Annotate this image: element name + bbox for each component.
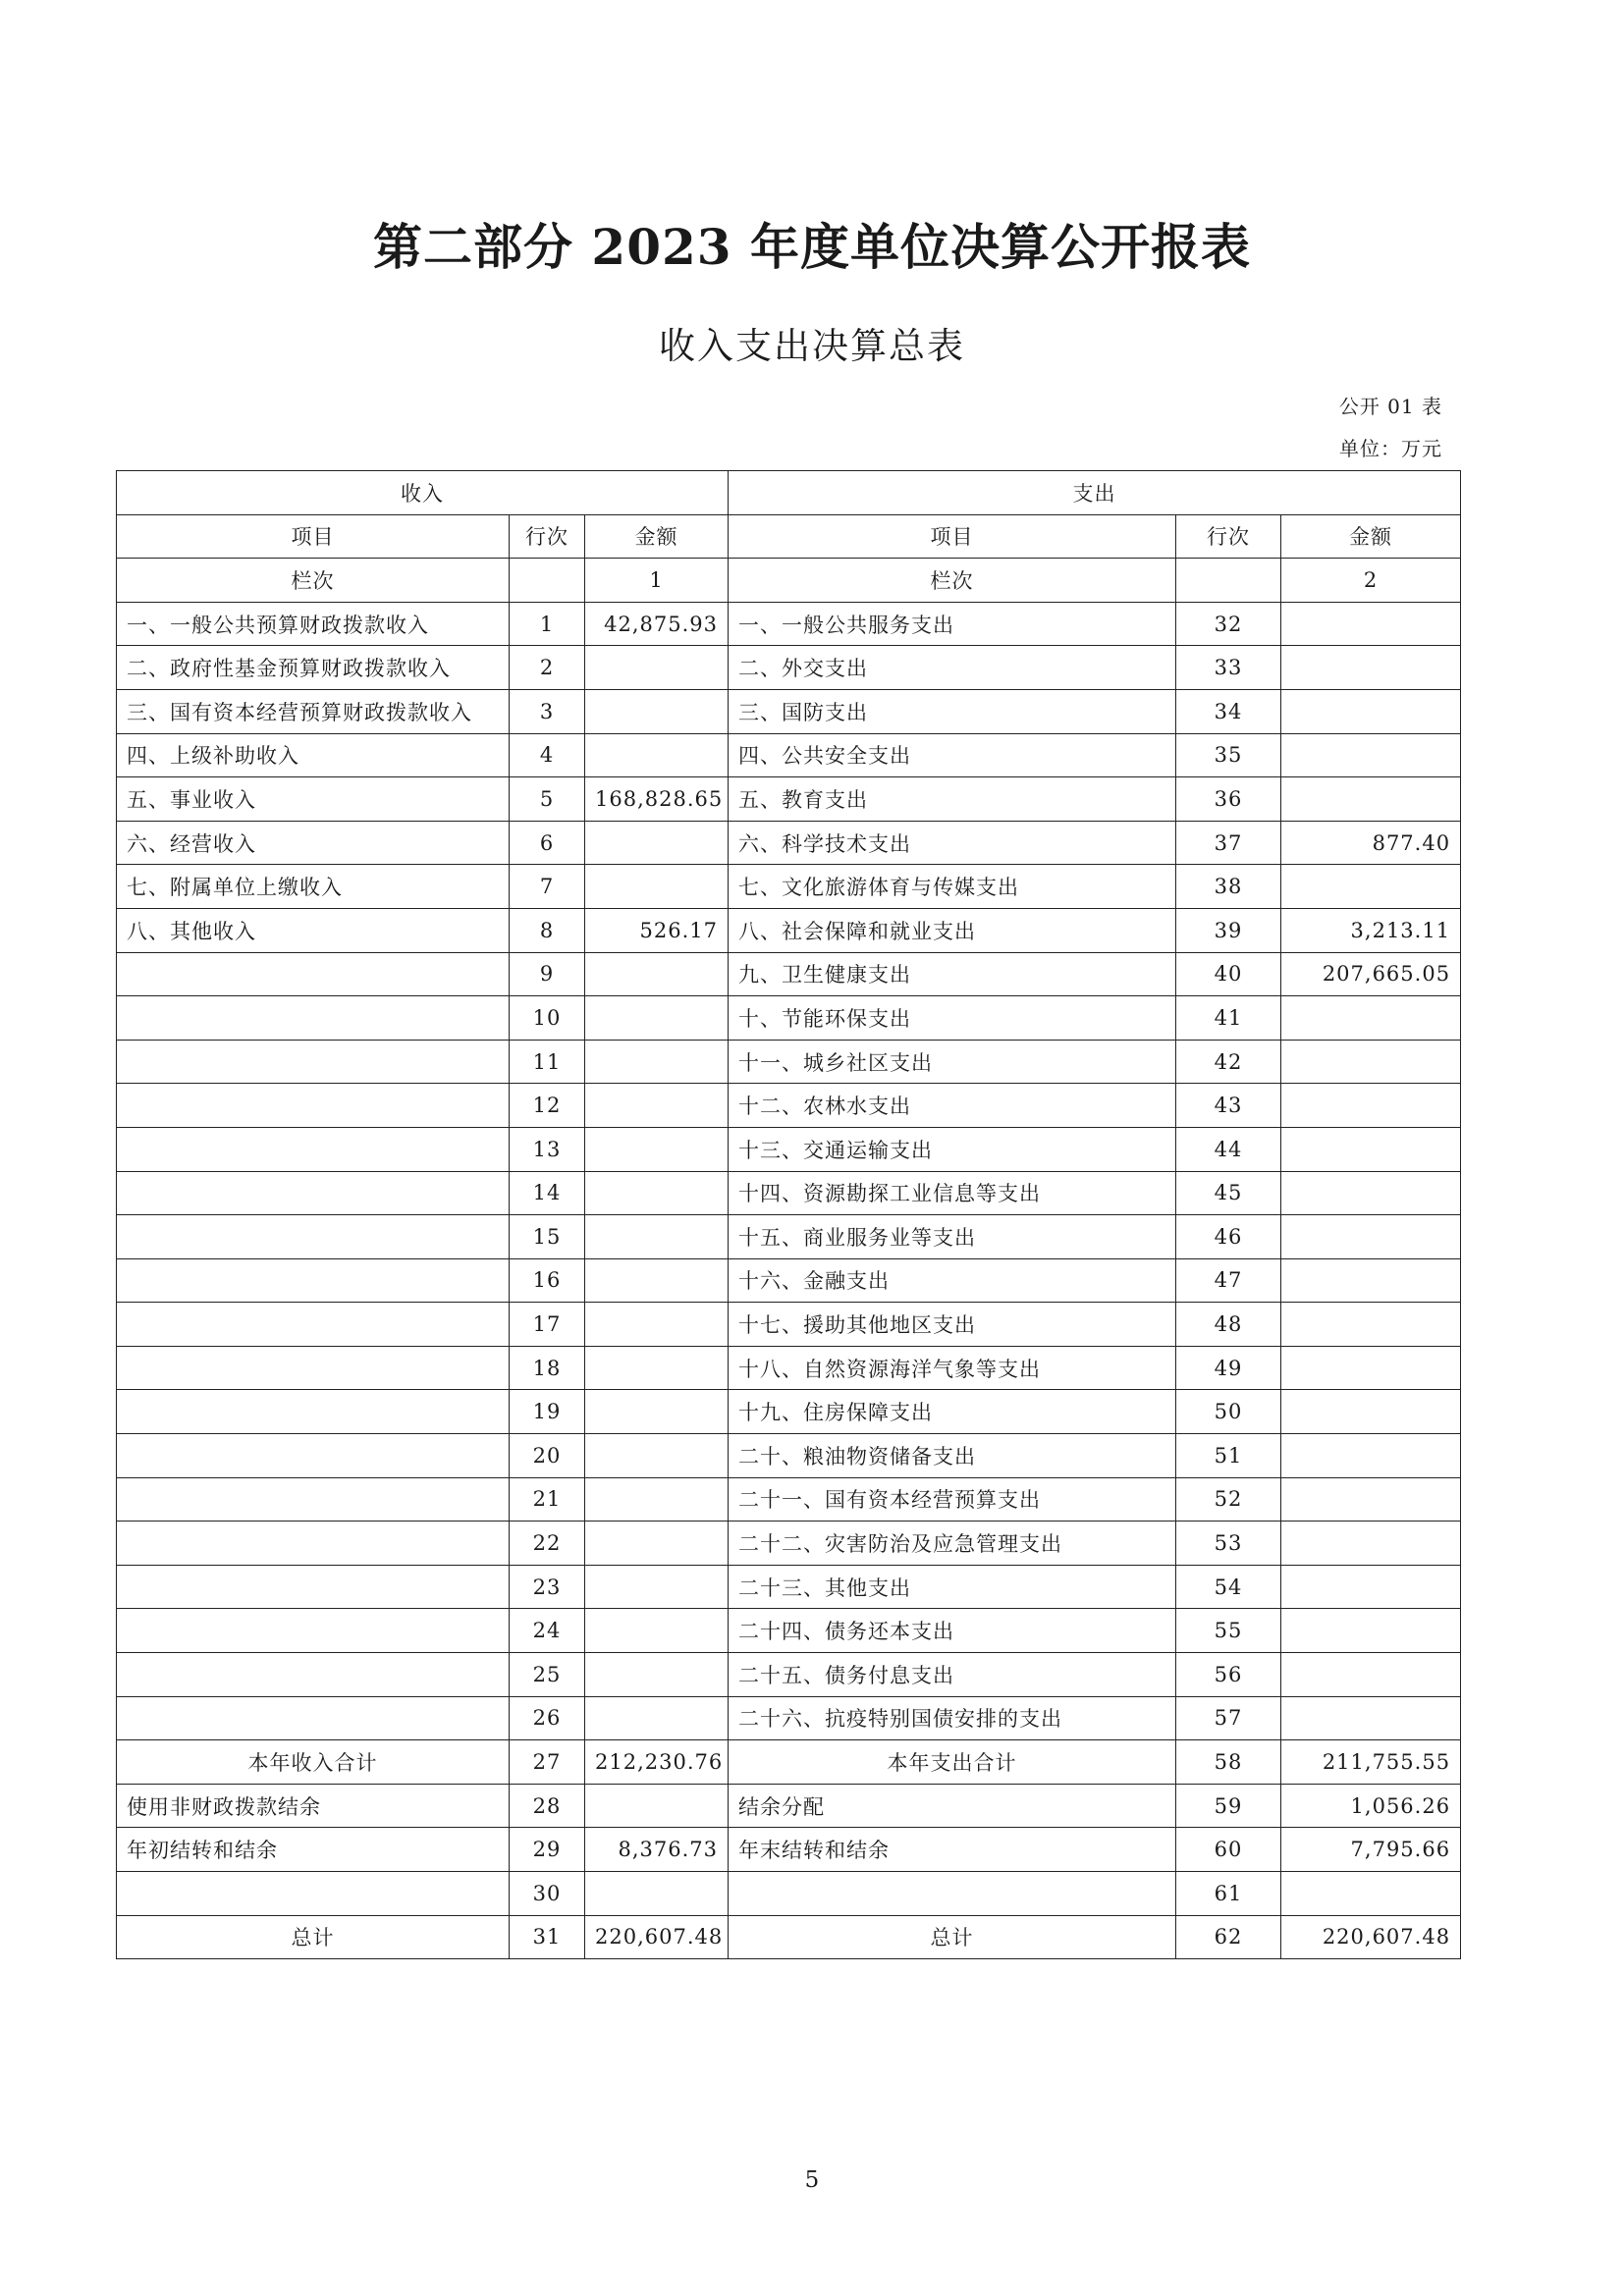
income-amount-cell [585, 1522, 729, 1566]
expense-amount-cell [1281, 1084, 1461, 1128]
expense-amount-cell [1281, 1477, 1461, 1522]
expense-line-header: 行次 [1176, 514, 1281, 559]
income-item-cell: 八、其他收入 [117, 908, 510, 952]
table-row [117, 952, 1461, 996]
expense-item-cell: 十四、资源勘探工业信息等支出 [729, 1171, 1176, 1215]
income-amount-cell [585, 1258, 729, 1303]
column-number-row [117, 559, 1461, 603]
expense-line-cell: 45 [1176, 1171, 1281, 1215]
income-line-cell: 8 [510, 908, 585, 952]
income-line-cell: 24 [510, 1609, 585, 1653]
table-row [117, 1215, 1461, 1259]
expense-line-cell: 43 [1176, 1084, 1281, 1128]
expense-amount-cell [1281, 1258, 1461, 1303]
expense-amount-cell [1281, 1303, 1461, 1347]
expense-line-cell: 61 [1176, 1872, 1281, 1916]
income-item-cell [117, 1477, 510, 1522]
expense-amount-cell [1281, 1434, 1461, 1478]
income-amount-cell: 220,607.48 [585, 1915, 729, 1959]
income-amount-cell: 212,230.76 [585, 1740, 729, 1785]
income-line-cell: 18 [510, 1346, 585, 1390]
income-section-header: 收入 [117, 471, 729, 515]
expense-amount-cell: 3,213.11 [1281, 908, 1461, 952]
income-amount-cell [585, 1696, 729, 1740]
income-item-header: 项目 [117, 514, 510, 559]
table-row [117, 602, 1461, 646]
expense-amount-cell [1281, 1653, 1461, 1697]
expense-line-cell: 48 [1176, 1303, 1281, 1347]
income-item-cell [117, 1346, 510, 1390]
expense-column-line-blank [1176, 559, 1281, 603]
column-header-row [117, 514, 1461, 559]
expense-amount-cell: 207,665.05 [1281, 952, 1461, 996]
expense-line-cell: 33 [1176, 646, 1281, 690]
expense-line-cell: 40 [1176, 952, 1281, 996]
expense-line-cell: 47 [1176, 1258, 1281, 1303]
income-line-cell: 21 [510, 1477, 585, 1522]
income-amount-cell [585, 1040, 729, 1084]
income-item-cell: 二、政府性基金预算财政拨款收入 [117, 646, 510, 690]
expense-line-cell: 37 [1176, 821, 1281, 865]
expense-amount-cell: 1,056.26 [1281, 1784, 1461, 1828]
expense-amount-cell [1281, 777, 1461, 822]
expense-item-cell: 结余分配 [729, 1784, 1176, 1828]
expense-item-cell: 五、教育支出 [729, 777, 1176, 822]
income-amount-cell [585, 821, 729, 865]
expense-item-cell: 十一、城乡社区支出 [729, 1040, 1176, 1084]
income-line-cell: 12 [510, 1084, 585, 1128]
expense-amount-cell [1281, 1872, 1461, 1916]
income-item-cell [117, 1084, 510, 1128]
page-title: 第二部分 2023 年度单位决算公开报表 [373, 218, 1251, 276]
income-amount-cell: 42,875.93 [585, 602, 729, 646]
table-row [117, 821, 1461, 865]
income-item-cell [117, 1872, 510, 1916]
income-amount-cell [585, 1303, 729, 1347]
expense-item-cell: 十九、住房保障支出 [729, 1390, 1176, 1434]
expense-line-cell: 58 [1176, 1740, 1281, 1785]
income-line-cell: 10 [510, 996, 585, 1041]
table-row [117, 1522, 1461, 1566]
expense-line-cell: 53 [1176, 1522, 1281, 1566]
income-item-cell: 年初结转和结余 [117, 1828, 510, 1872]
table-row [117, 1784, 1461, 1828]
expense-item-cell: 本年支出合计 [729, 1740, 1176, 1785]
income-item-cell [117, 1127, 510, 1171]
income-amount-header: 金额 [585, 514, 729, 559]
income-line-cell: 13 [510, 1127, 585, 1171]
expense-amount-cell [1281, 689, 1461, 733]
expense-item-cell: 十二、农林水支出 [729, 1084, 1176, 1128]
income-amount-cell [585, 1390, 729, 1434]
expense-line-cell: 59 [1176, 1784, 1281, 1828]
table-title: 收入支出决算总表 [659, 325, 965, 367]
income-line-cell: 5 [510, 777, 585, 822]
income-item-cell [117, 1303, 510, 1347]
income-amount-cell [585, 865, 729, 909]
income-item-cell: 七、附属单位上缴收入 [117, 865, 510, 909]
income-item-cell: 总计 [117, 1915, 510, 1959]
income-line-cell: 29 [510, 1828, 585, 1872]
income-line-cell: 31 [510, 1915, 585, 1959]
expense-line-cell: 36 [1176, 777, 1281, 822]
expense-amount-cell [1281, 1390, 1461, 1434]
income-amount-cell [585, 952, 729, 996]
table-row [117, 1084, 1461, 1128]
income-column-label: 栏次 [117, 559, 510, 603]
income-amount-cell [585, 1653, 729, 1697]
expense-column-label: 栏次 [729, 559, 1176, 603]
income-amount-cell [585, 1434, 729, 1478]
table-row [117, 1828, 1461, 1872]
table-row [117, 1258, 1461, 1303]
table-row [117, 1040, 1461, 1084]
table-row [117, 1171, 1461, 1215]
income-amount-cell [585, 1127, 729, 1171]
income-amount-cell: 526.17 [585, 908, 729, 952]
income-item-cell [117, 1696, 510, 1740]
expense-item-cell: 十七、援助其他地区支出 [729, 1303, 1176, 1347]
income-item-cell: 一、一般公共预算财政拨款收入 [117, 602, 510, 646]
expense-item-cell: 三、国防支出 [729, 689, 1176, 733]
expense-line-cell: 57 [1176, 1696, 1281, 1740]
expense-line-cell: 35 [1176, 733, 1281, 777]
table-row [117, 1390, 1461, 1434]
income-line-cell: 30 [510, 1872, 585, 1916]
income-line-cell: 15 [510, 1215, 585, 1259]
subtotal-row [117, 1740, 1461, 1785]
income-amount-cell [585, 1346, 729, 1390]
income-line-cell: 6 [510, 821, 585, 865]
expense-line-cell: 38 [1176, 865, 1281, 909]
income-item-cell [117, 1171, 510, 1215]
expense-line-cell: 39 [1176, 908, 1281, 952]
table-code: 公开 01 表 [1338, 395, 1442, 418]
expense-line-cell: 62 [1176, 1915, 1281, 1959]
expense-amount-cell: 220,607.48 [1281, 1915, 1461, 1959]
expense-line-cell: 60 [1176, 1828, 1281, 1872]
expense-line-cell: 50 [1176, 1390, 1281, 1434]
expense-amount-cell: 877.40 [1281, 821, 1461, 865]
expense-item-cell: 二十五、债务付息支出 [729, 1653, 1176, 1697]
expense-item-cell: 八、社会保障和就业支出 [729, 908, 1176, 952]
income-item-cell [117, 1258, 510, 1303]
income-amount-cell [585, 1872, 729, 1916]
expense-item-cell: 总计 [729, 1915, 1176, 1959]
expense-amount-cell: 211,755.55 [1281, 1740, 1461, 1785]
expense-amount-cell [1281, 1565, 1461, 1609]
income-column-line-blank [510, 559, 585, 603]
expense-item-cell: 年末结转和结余 [729, 1828, 1176, 1872]
table-row [117, 1653, 1461, 1697]
income-amount-cell [585, 1215, 729, 1259]
expense-line-cell: 49 [1176, 1346, 1281, 1390]
expense-line-cell: 56 [1176, 1653, 1281, 1697]
expense-amount-header: 金额 [1281, 514, 1461, 559]
income-amount-cell [585, 1084, 729, 1128]
expense-amount-cell [1281, 996, 1461, 1041]
income-line-cell: 16 [510, 1258, 585, 1303]
income-item-cell: 六、经营收入 [117, 821, 510, 865]
table-row [117, 1346, 1461, 1390]
expense-amount-cell [1281, 1171, 1461, 1215]
expense-section-header: 支出 [729, 471, 1461, 515]
income-item-cell [117, 1434, 510, 1478]
income-column-number: 1 [585, 559, 729, 603]
income-item-cell [117, 952, 510, 996]
page-number: 5 [804, 2167, 820, 2193]
income-amount-cell [585, 996, 729, 1041]
table-row [117, 996, 1461, 1041]
expense-item-cell: 二十一、国有资本经营预算支出 [729, 1477, 1176, 1522]
expense-line-cell: 46 [1176, 1215, 1281, 1259]
table-row [117, 1696, 1461, 1740]
income-item-cell [117, 1215, 510, 1259]
expense-item-cell: 二十四、债务还本支出 [729, 1609, 1176, 1653]
expense-item-cell: 一、一般公共服务支出 [729, 602, 1176, 646]
income-amount-cell [585, 646, 729, 690]
income-item-cell [117, 1653, 510, 1697]
table-row [117, 689, 1461, 733]
income-item-cell: 四、上级补助收入 [117, 733, 510, 777]
expense-item-cell: 二十六、抗疫特别国债安排的支出 [729, 1696, 1176, 1740]
income-amount-cell [585, 1477, 729, 1522]
table-row [117, 733, 1461, 777]
table-row [117, 908, 1461, 952]
expense-item-cell: 十、节能环保支出 [729, 996, 1176, 1041]
expense-item-cell: 二十二、灾害防治及应急管理支出 [729, 1522, 1176, 1566]
expense-amount-cell [1281, 1522, 1461, 1566]
income-amount-cell: 168,828.65 [585, 777, 729, 822]
expense-item-cell [729, 1872, 1176, 1916]
income-line-cell: 22 [510, 1522, 585, 1566]
expense-item-cell: 十八、自然资源海洋气象等支出 [729, 1346, 1176, 1390]
income-line-cell: 17 [510, 1303, 585, 1347]
income-item-cell [117, 1609, 510, 1653]
income-item-cell: 使用非财政拨款结余 [117, 1784, 510, 1828]
income-amount-cell [585, 1171, 729, 1215]
income-line-cell: 1 [510, 602, 585, 646]
income-line-cell: 28 [510, 1784, 585, 1828]
income-item-cell: 本年收入合计 [117, 1740, 510, 1785]
expense-item-cell: 六、科学技术支出 [729, 821, 1176, 865]
income-item-cell [117, 996, 510, 1041]
income-item-cell [117, 1390, 510, 1434]
expense-amount-cell [1281, 1215, 1461, 1259]
expense-item-cell: 九、卫生健康支出 [729, 952, 1176, 996]
income-line-cell: 11 [510, 1040, 585, 1084]
income-amount-cell: 8,376.73 [585, 1828, 729, 1872]
expense-item-cell: 十三、交通运输支出 [729, 1127, 1176, 1171]
income-amount-cell [585, 689, 729, 733]
income-line-cell: 14 [510, 1171, 585, 1215]
income-line-cell: 27 [510, 1740, 585, 1785]
expense-item-header: 项目 [729, 514, 1176, 559]
expense-line-cell: 41 [1176, 996, 1281, 1041]
expense-line-cell: 34 [1176, 689, 1281, 733]
expense-amount-cell [1281, 1127, 1461, 1171]
table-row [117, 1872, 1461, 1916]
table-row [117, 1303, 1461, 1347]
expense-item-cell: 十五、商业服务业等支出 [729, 1215, 1176, 1259]
expense-amount-cell [1281, 1696, 1461, 1740]
income-item-cell: 五、事业收入 [117, 777, 510, 822]
expense-amount-cell [1281, 646, 1461, 690]
income-line-cell: 25 [510, 1653, 585, 1697]
table-row [117, 1565, 1461, 1609]
expense-item-cell: 二十、粮油物资储备支出 [729, 1434, 1176, 1478]
income-line-cell: 9 [510, 952, 585, 996]
income-item-cell [117, 1040, 510, 1084]
income-line-cell: 19 [510, 1390, 585, 1434]
income-item-cell: 三、国有资本经营预算财政拨款收入 [117, 689, 510, 733]
expense-amount-cell [1281, 1609, 1461, 1653]
table-row [117, 865, 1461, 909]
expense-item-cell: 二十三、其他支出 [729, 1565, 1176, 1609]
total-row [117, 1915, 1461, 1959]
income-line-header: 行次 [510, 514, 585, 559]
expense-line-cell: 55 [1176, 1609, 1281, 1653]
income-line-cell: 2 [510, 646, 585, 690]
income-line-cell: 4 [510, 733, 585, 777]
table-row [117, 1609, 1461, 1653]
income-expense-table [116, 470, 1461, 1959]
expense-line-cell: 54 [1176, 1565, 1281, 1609]
table-row [117, 777, 1461, 822]
expense-amount-cell [1281, 865, 1461, 909]
income-line-cell: 20 [510, 1434, 585, 1478]
expense-amount-cell: 7,795.66 [1281, 1828, 1461, 1872]
expense-amount-cell [1281, 733, 1461, 777]
expense-line-cell: 44 [1176, 1127, 1281, 1171]
expense-item-cell: 四、公共安全支出 [729, 733, 1176, 777]
table-row [117, 1127, 1461, 1171]
expense-line-cell: 42 [1176, 1040, 1281, 1084]
expense-column-number: 2 [1281, 559, 1461, 603]
expense-amount-cell [1281, 1040, 1461, 1084]
income-line-cell: 7 [510, 865, 585, 909]
income-amount-cell [585, 1609, 729, 1653]
income-line-cell: 3 [510, 689, 585, 733]
income-line-cell: 26 [510, 1696, 585, 1740]
table-row [117, 646, 1461, 690]
expense-line-cell: 32 [1176, 602, 1281, 646]
unit-label: 单位：万元 [1339, 437, 1442, 460]
income-amount-cell [585, 1784, 729, 1828]
expense-line-cell: 51 [1176, 1434, 1281, 1478]
expense-amount-cell [1281, 602, 1461, 646]
expense-line-cell: 52 [1176, 1477, 1281, 1522]
table-row [117, 1477, 1461, 1522]
expense-item-cell: 二、外交支出 [729, 646, 1176, 690]
table-row [117, 1434, 1461, 1478]
income-item-cell [117, 1522, 510, 1566]
expense-item-cell: 七、文化旅游体育与传媒支出 [729, 865, 1176, 909]
expense-amount-cell [1281, 1346, 1461, 1390]
income-item-cell [117, 1565, 510, 1609]
expense-item-cell: 十六、金融支出 [729, 1258, 1176, 1303]
income-amount-cell [585, 733, 729, 777]
income-line-cell: 23 [510, 1565, 585, 1609]
section-header-row [117, 471, 1461, 515]
income-amount-cell [585, 1565, 729, 1609]
